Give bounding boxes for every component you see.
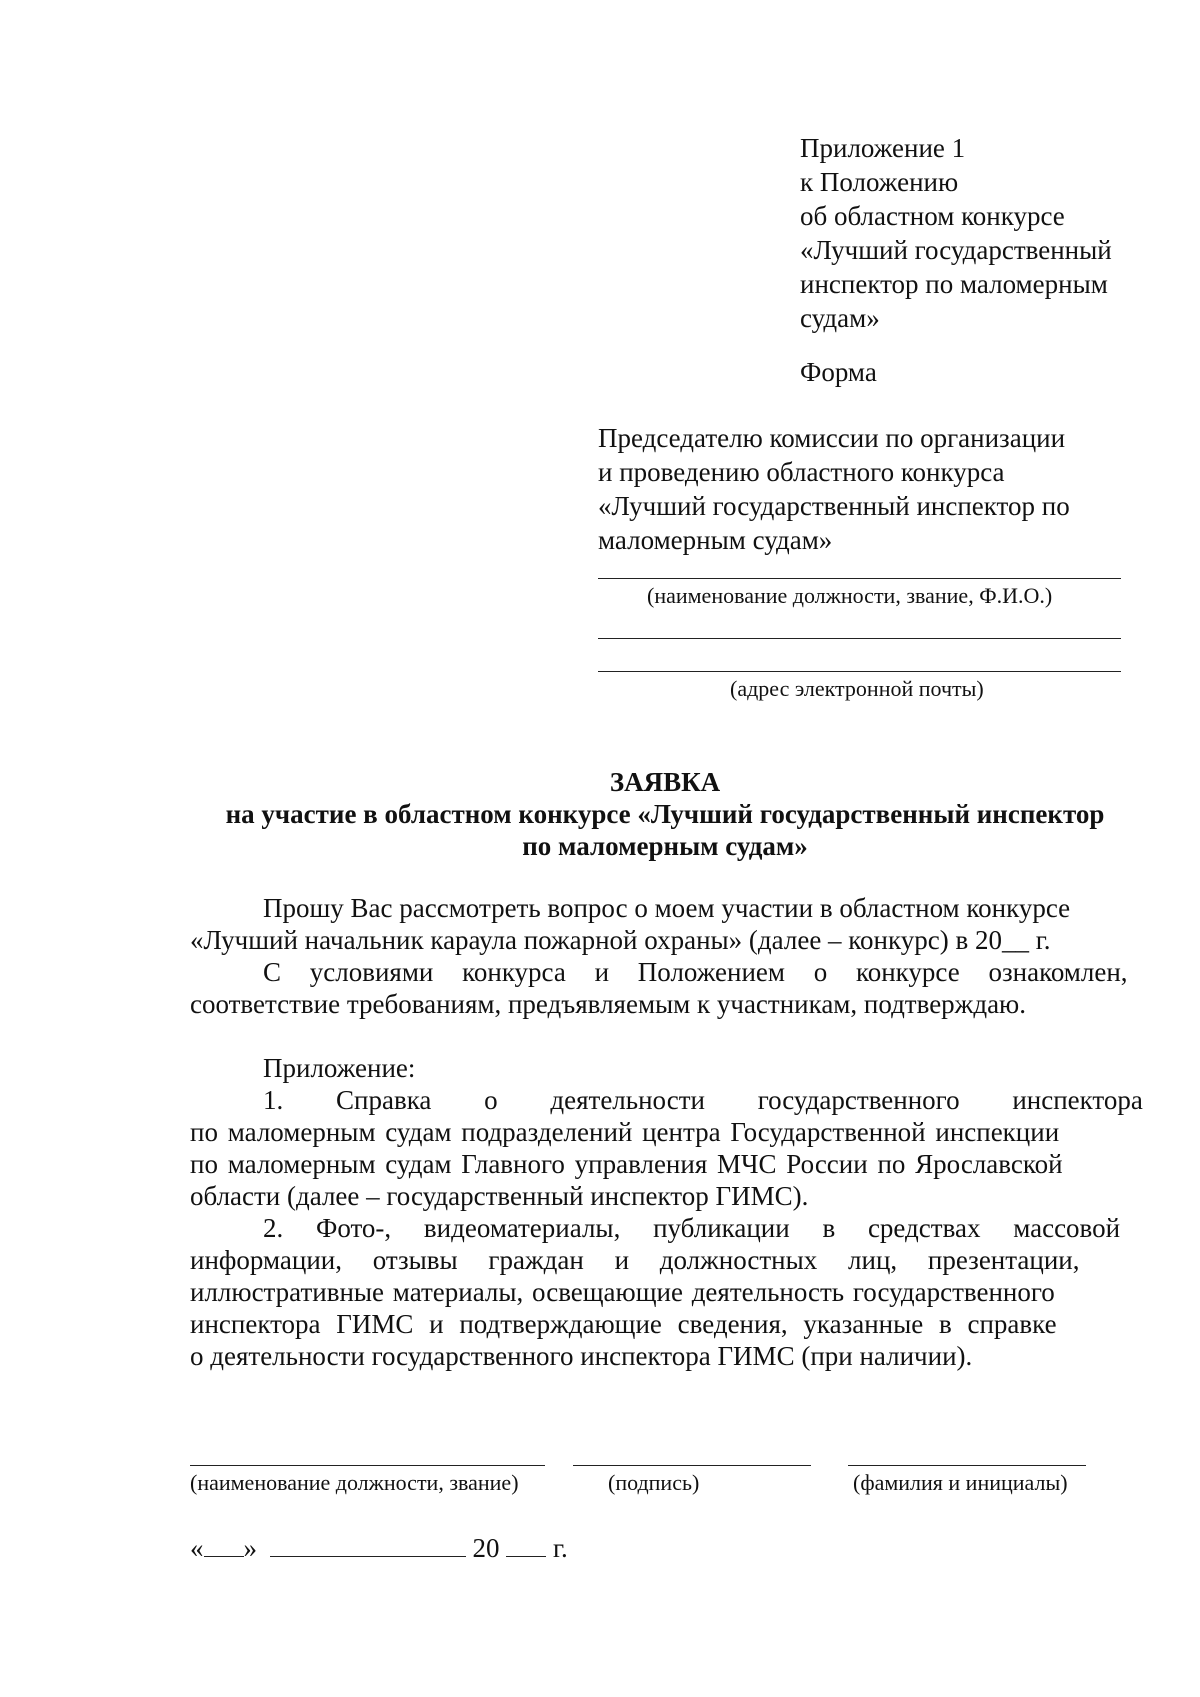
- annex-line: судам»: [800, 303, 880, 333]
- request-paragraph: [190, 892, 1136, 1020]
- attachment-1-line-2: по маломерным судам подразделений центра Государственной инспекции: [190, 1117, 1060, 1147]
- attachments-label: Приложение:: [263, 1053, 416, 1083]
- signer-name-caption: (фамилия и инициалы): [853, 1470, 1068, 1495]
- document-subtitle-line1: на участие в областном конкурсе «Лучший государственный инспектор: [225, 799, 1105, 829]
- year-field[interactable]: [506, 1530, 546, 1557]
- date-line: [190, 1530, 568, 1564]
- email-fill-line[interactable]: [598, 671, 1121, 672]
- position-fill-line[interactable]: [598, 578, 1121, 579]
- annex-line: Приложение 1: [800, 133, 966, 163]
- addressee-line: «Лучший государственный инспектор по: [598, 491, 1070, 521]
- date-close-quote: »: [243, 1533, 257, 1563]
- date-open-quote: «: [190, 1533, 204, 1563]
- annex-line: об областном конкурсе: [800, 201, 1065, 231]
- form-label: Форма: [800, 357, 877, 387]
- addressee-line: и проведению областного конкурса: [598, 457, 1005, 487]
- signer-name-line[interactable]: [848, 1465, 1086, 1466]
- annex-line: к Положению: [800, 167, 959, 197]
- annex-line: инспектор по маломерным: [800, 269, 1108, 299]
- position-caption: (наименование должности, звание, Ф.И.О.): [647, 583, 1053, 608]
- signer-position-caption: (наименование должности, звание): [190, 1470, 519, 1495]
- addressee-block: [598, 421, 1138, 557]
- attachment-1-line-1: 1. Справка о деятельности государственного инспектора: [263, 1085, 1143, 1115]
- addressee-line: Председателю комиссии по организации: [598, 423, 1066, 453]
- annex-line: «Лучший государственный: [800, 235, 1112, 265]
- consent-line-1: С условиями конкурса и Положением о конкурсе ознакомлен,: [263, 957, 1128, 987]
- year-suffix: г.: [553, 1533, 568, 1563]
- request-line-1: Прошу Вас рассмотреть вопрос о моем участии в областном конкурсе: [263, 893, 1071, 923]
- request-line-2: «Лучший начальник караула пожарной охраны» (далее – конкурс) в 20__ г.: [190, 925, 1051, 955]
- year-prefix: 20: [472, 1533, 500, 1563]
- attachment-2-line-5: о деятельности государственного инспектора ГИМС (при наличии).: [190, 1341, 973, 1371]
- attachment-2-line-3: иллюстративные материалы, освещающие деятельность государственного: [190, 1277, 1055, 1307]
- annex-block: [800, 131, 1180, 335]
- attachments-section: [190, 1052, 1143, 1372]
- attachment-1-line-4: области (далее – государственный инспектор ГИМС).: [190, 1181, 809, 1211]
- consent-line-2: соответствие требованиям, предъявляемым к участникам, подтверждаю.: [190, 989, 1026, 1019]
- attachment-2-line-2: информации, отзывы граждан и должностных лиц, презентации,: [190, 1245, 1080, 1275]
- document-subtitle-line2: по маломерным судам»: [522, 831, 808, 861]
- attachment-2-line-1: 2. Фото-, видеоматериалы, публикации в средствах массовой: [263, 1213, 1121, 1243]
- attachment-1-line-3: по маломерным судам Главного управления МЧС России по Ярославской: [190, 1149, 1063, 1179]
- extra-fill-line[interactable]: [598, 638, 1121, 639]
- email-caption: (адрес электронной почты): [730, 676, 984, 701]
- addressee-line: маломерным судам»: [598, 525, 833, 555]
- document-title: ЗАЯВКА: [609, 767, 721, 797]
- signature-line[interactable]: [573, 1465, 811, 1466]
- month-field[interactable]: [270, 1530, 466, 1557]
- day-field[interactable]: [204, 1530, 244, 1557]
- signature-caption: (подпись): [608, 1470, 700, 1495]
- attachment-2-line-4: инспектора ГИМС и подтверждающие сведения, указанные в справке: [190, 1309, 1057, 1339]
- signer-position-line[interactable]: [190, 1465, 545, 1466]
